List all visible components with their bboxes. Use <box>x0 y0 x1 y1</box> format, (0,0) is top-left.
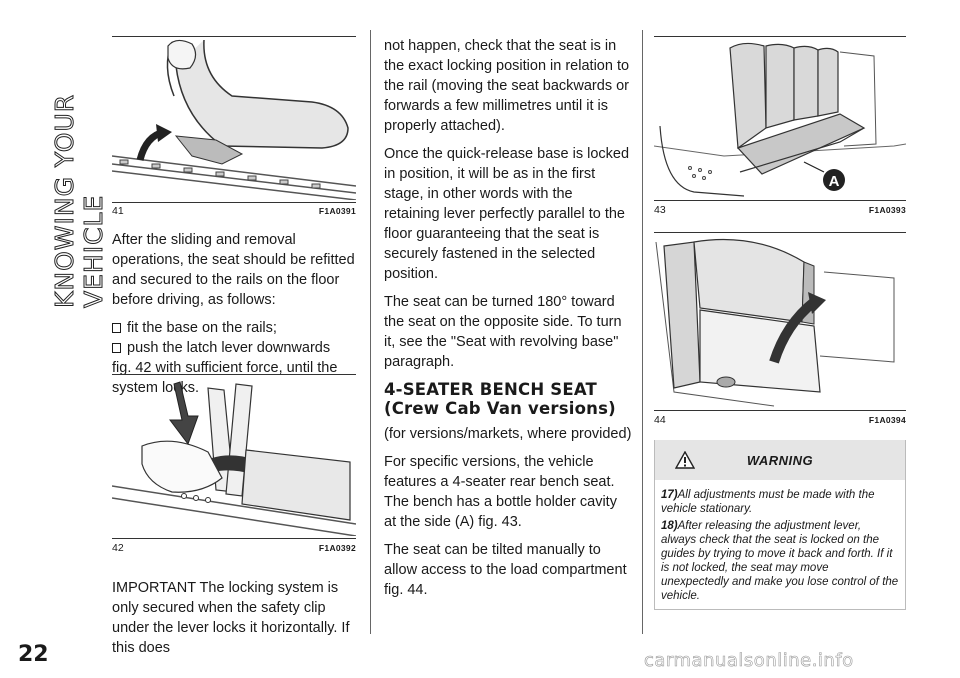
warning-box <box>654 440 906 610</box>
figure-42 <box>112 374 356 556</box>
latch-lever-illustration <box>112 374 356 536</box>
warning-item-number: 18) <box>661 520 678 532</box>
paragraph-intro: After the sliding and removal operations, the seat should be refitted and secured to the rails on the floor before driving, as follows: <box>112 232 355 308</box>
list-item-text: push the latch lever downwards <box>127 340 331 356</box>
figure-number: 41 <box>112 205 124 217</box>
figure-caption-rule <box>654 200 906 201</box>
warning-body <box>655 480 905 603</box>
warning-item-number: 17) <box>661 489 678 501</box>
figure-caption-rule <box>112 202 356 203</box>
section-heading: 4-SEATER BENCH SEAT (Crew Cab Van versions) <box>384 380 616 418</box>
callout-a: A <box>828 173 840 190</box>
figure-caption-rule <box>654 410 906 411</box>
list-item <box>112 318 358 338</box>
figure-41 <box>112 36 356 218</box>
paragraph-important: IMPORTANT The locking system is only secured when the safety clip under the lever locks it horizontally. If this does <box>112 580 350 656</box>
figure-code: F1A0391 <box>318 206 356 216</box>
paragraph: not happen, check that the seat is in the exact locking position in relation to the rail (moving the seat backwards or forwards a few millimetres until it is properly attached). <box>384 38 630 134</box>
figure-code: F1A0394 <box>868 415 906 425</box>
figure-code: F1A0392 <box>318 543 356 553</box>
section-title: KNOWING YOUR VEHICLE <box>50 93 108 308</box>
bench-seat-illustration <box>654 36 906 198</box>
warning-item <box>661 519 899 603</box>
figure-code: F1A0393 <box>868 205 906 215</box>
list-item-text: fit the base on the rails; <box>127 320 277 336</box>
paragraph: Once the quick-release base is locked in position, it will be as in the first stage, in other words with the retaining lever perfectly parallel to the floor guaranteeing that the seat is securely fastened in the selected position. <box>384 146 630 282</box>
figure-43 <box>654 36 906 218</box>
column-divider <box>370 30 371 634</box>
paragraph: The seat can be tilted manually to allow access to the load compartment fig. 44. <box>384 542 627 598</box>
watermark: carmanualsonline.info <box>644 650 854 671</box>
paragraph: (for versions/markets, where provided) <box>384 426 632 442</box>
column-1-text-bottom <box>112 578 358 666</box>
warning-item <box>661 488 899 516</box>
paragraph-bullet-continuation: fig. 42 with sufficient force, until the system locks. <box>112 360 338 396</box>
checkbox-bullet-icon <box>112 323 121 333</box>
column-divider <box>642 30 643 634</box>
paragraph: For specific versions, the vehicle features a 4-seater rear bench seat. The bench has a bottle holder cavity at the side (A) fig. 43. <box>384 454 617 530</box>
paragraph: The seat can be turned 180° toward the seat on the opposite side. To turn it, see the "Seat with revolving base" paragraph. <box>384 294 622 370</box>
checkbox-bullet-icon <box>112 343 121 353</box>
seat-rail-illustration <box>112 36 356 200</box>
figure-44 <box>654 232 906 428</box>
warning-title: WARNING <box>746 453 814 468</box>
figure-number: 43 <box>654 204 666 216</box>
page-number: 22 <box>18 642 49 667</box>
list-item <box>112 338 358 358</box>
figure-caption-rule <box>112 538 356 539</box>
column-2-text <box>384 36 632 608</box>
warning-header <box>655 440 905 480</box>
figure-number: 44 <box>654 414 666 426</box>
tilted-bench-illustration <box>654 232 906 408</box>
warning-item-text: After releasing the adjustment lever, always check that the seat is locked on the guides by trying to move it back and forth. If it is not locked, the seat may move unexpectedly and make you lose control of the vehicle. <box>661 520 899 602</box>
warning-item-text: All adjustments must be made with the vehicle stationary. <box>661 489 875 515</box>
figure-number: 42 <box>112 542 124 554</box>
